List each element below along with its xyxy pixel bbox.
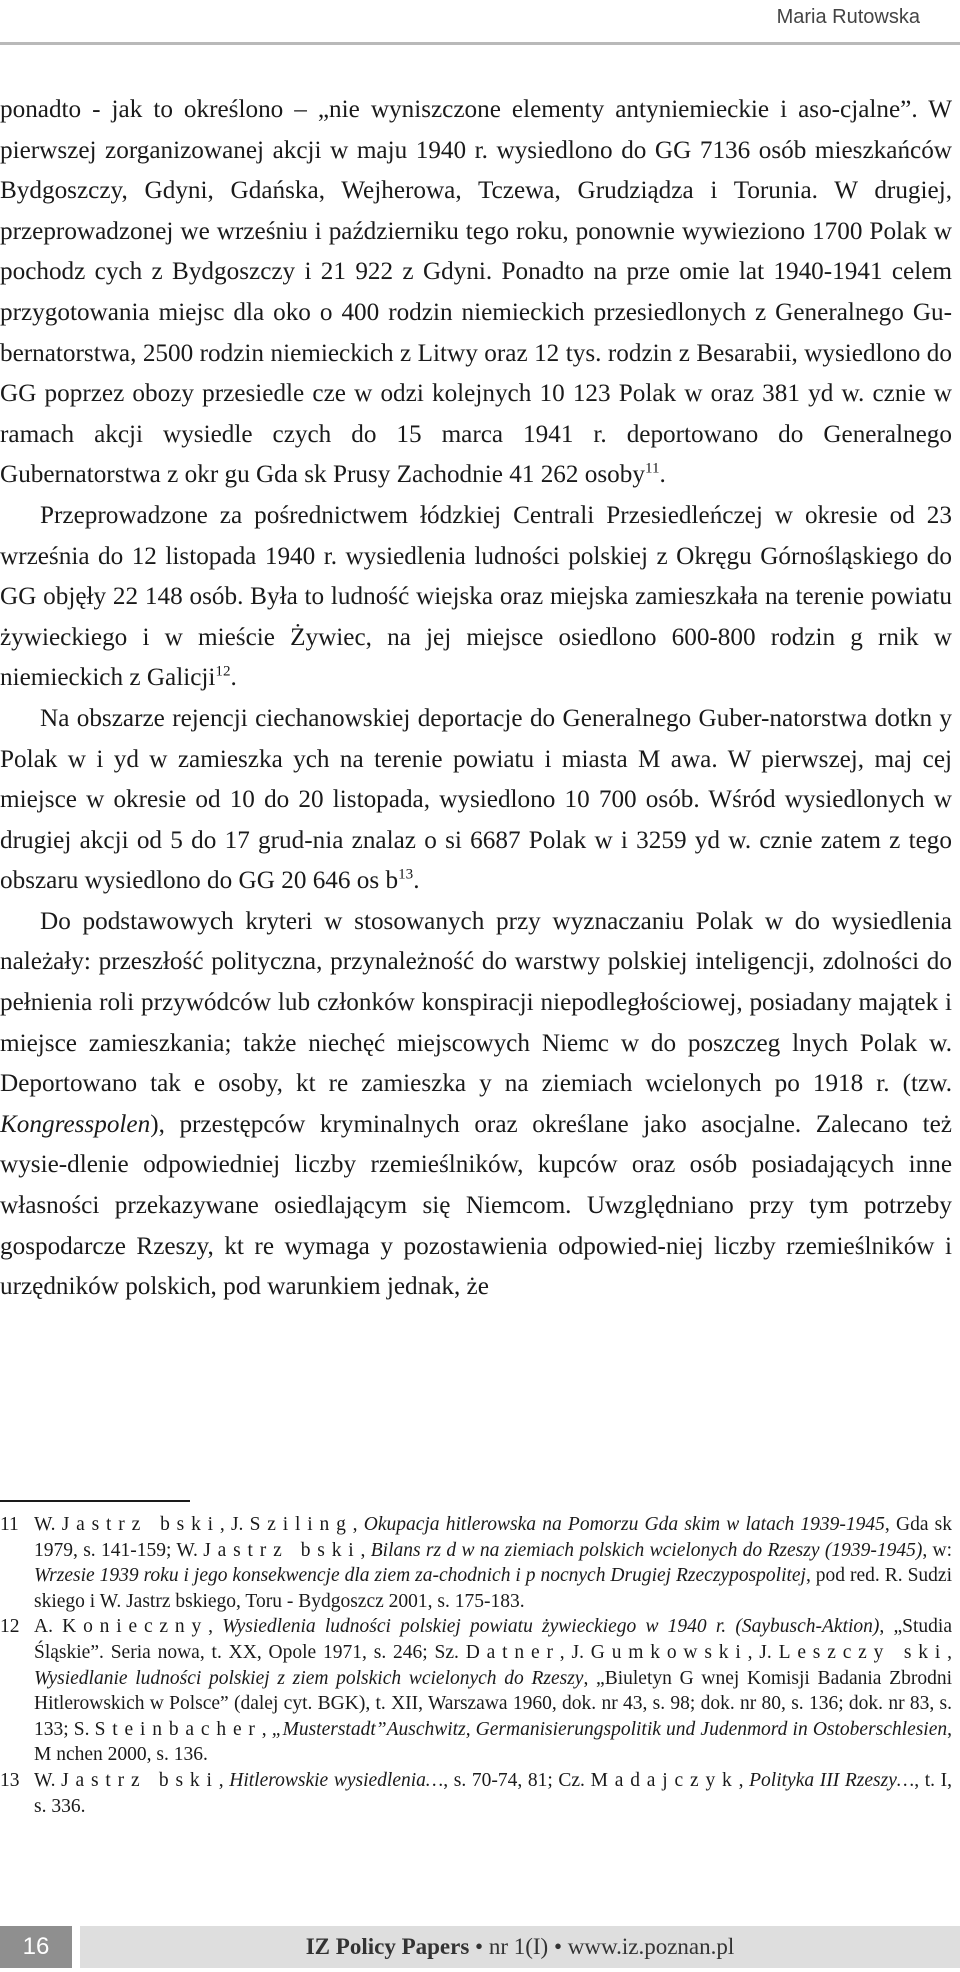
footnote-ref-12[interactable]: 12 [215, 663, 231, 680]
running-head-author: Maria Rutowska [776, 6, 920, 28]
journal-info [80, 1926, 960, 1968]
page-number: 16 [0, 1926, 72, 1968]
paragraph-4: Do podstawowych kryteri w stosowanych przy wyznaczaniu Polak w do wysiedlenia należały: przeszłość polityczna, przynależność do warstwy polskiej inteligencji, zdolności do pełnienia roli przywódców lub członków konspiracji niepodległościowej, posiadany majątek i miejsce zamieszkania; także niechęć miejscowych Niemc w do poszczeg lnych Polak w. Deportowano tak e osoby, kt re zamieszka y na ziemiach wcielonych po 1918 r. (tzw. Kongresspolen), przestępców kryminalnych oraz określane jako asocjalne. Zalecano też wysie-dlenie odpowiedniej liczby rzemieślników, kupców oraz osób posiadających inne własności przekazywane osiedlającym się Niemcom. Uwzględniano przy tym potrzeby gospodarcze Rzeszy, kt re wymaga y pozostawienia odpowied-niej liczby rzemieślników i urzędników polskich, pod warunkiem jednak, że [0, 907, 952, 1301]
footnote-12: 12 A. Konieczny, Wysiedlenia ludności polskiej powiatu żywieckiego w 1940 r. (Saybusch-Aktion), „Studia Śląskie”. Seria nowa, t. XX, Opole 1971, s. 246; Sz. Datner, J. Gumkowski, J. Leszczy ski, Wysiedlanie ludności polskiej z ziem polskich wcielonych do Rzeszy, „Biuletyn G wnej Komisji Badania Zbrodni Hitlerowskich w Polsce” (dalej cyt. BGK), t. XII, Warszawa 1960, dok. nr 43, s. 98; dok. nr 80, s. 136; dok. nr 83, s. 133; S. Steinbacher, „Musterstadt”Auschwitz, Germanisierungspolitik und Judenmord in Ostoberschlesien, M nchen 2000, s. 136. [0, 1616, 953, 1766]
journal-issue: • nr 1(I) • www.iz.poznan.pl [475, 1934, 735, 1959]
body-text [0, 90, 952, 1308]
footnote-ref-11[interactable]: 11 [644, 460, 660, 477]
footnotes [0, 1512, 952, 1819]
italic-term: Kongresspolen [0, 1110, 151, 1138]
footnote-ref-13[interactable]: 13 [398, 866, 414, 883]
paragraph-2: Przeprowadzone za pośrednictwem łódzkiej Centrali Przesiedleńczej w okresie od 23 września do 12 listopada 1940 r. wysiedlenia ludności polskiej z Okręgu Górnośląskiego do GG objęły 22 148 osób. Była to ludność wiejska oraz miejska zamieszkała na terenie powiatu żywieckiego i w mieście Żywiec, na jej miejsce osiedlono 600-800 rodzin g rnik w niemieckich z Galicji$^{12}$. [0, 501, 952, 692]
running-head [0, 0, 960, 48]
footnote-number: 11 [0, 1514, 19, 1535]
footnote-separator [0, 1500, 190, 1502]
journal-name: IZ Policy Papers [305, 1934, 470, 1959]
header-rule [0, 42, 960, 45]
paragraph-1: ponadto - jak to określono – „nie wyniszczone elementy antyniemieckie i aso-cjalne”. W pierwszej zorganizowanej akcji w maju 1940 r. wysiedlono do GG 7136 osób mieszkańców Bydgoszczy, Gdyni, Gdańska, Wejherowa, Tczewa, Grudziądza i Torunia. W drugiej, przeprowadzonej we wrześniu i październiku tego roku, ponownie wywieziono 1700 Polak w pochodz cych z Bydgoszczy i 21 922 z Gdyni. Ponadto na prze omie lat 1940-1941 celem przygotowania miejsc dla oko o 400 rodzin niemieckich przesiedlonych z Generalnego Gu-bernatorstwa, 2500 rodzin niemieckich z Litwy oraz 12 tys. rodzin z Besarabii, wysiedlono do GG poprzez obozy przesiedle cze w odzi kolejnych 10 123 Polak w oraz 381 yd w. cznie w ramach akcji wysiedle czych do 15 marca 1941 r. deportowano do Generalnego Gubernatorstwa z okr gu Gda sk Prusy Zachodnie 41 262 osoby$^{11}$. [0, 96, 952, 489]
footnote-11: 11 W. Jastrz bski, J. Sziling, Okupacja hitlerowska na Pomorzu Gda skim w latach 1939-1945, Gda sk 1979, s. 141-159; W. Jastrz bski, Bilans rz d w na ziemiach polskich wcielonych do Rzeszy (1939-1945), w: Wrzesie 1939 roku i jego konsekwencje dla ziem za-chodnich i p nocnych Drugiej Rzeczypospolitej, pod red. R. Sudzi skiego i W. Jastrz bskiego, Toru - Bydgoszcz 2001, s. 175-183. [0, 1514, 953, 1612]
footnote-number: 12 [0, 1616, 20, 1638]
page-footer [0, 1922, 960, 1972]
paragraph-3: Na obszarze rejencji ciechanowskiej deportacje do Generalnego Guber-natorstwa dotkn y Polak w i yd w zamieszka ych na terenie powiatu i miasta M awa. W pierwszej, maj cej miejsce w okresie od 10 do 20 listopada, wysiedlono 10 700 osób. Wśród wysiedlonych w drugiej akcji od 5 do 17 grud-nia znalaz o si 6687 Polak w i 3259 yd w. cznie zatem z tego obszaru wysiedlono do GG 20 646 os $b^{13}$. [0, 704, 952, 895]
footnote-number: 13 [0, 1769, 20, 1791]
footnote-13: 13 W. Jastrz bski, Hitlerowskie wysiedlenia…, s. 70-74, 81; Cz. Madajczyk, Polityka III Rzeszy…, t. I, s. 336. [0, 1769, 952, 1817]
